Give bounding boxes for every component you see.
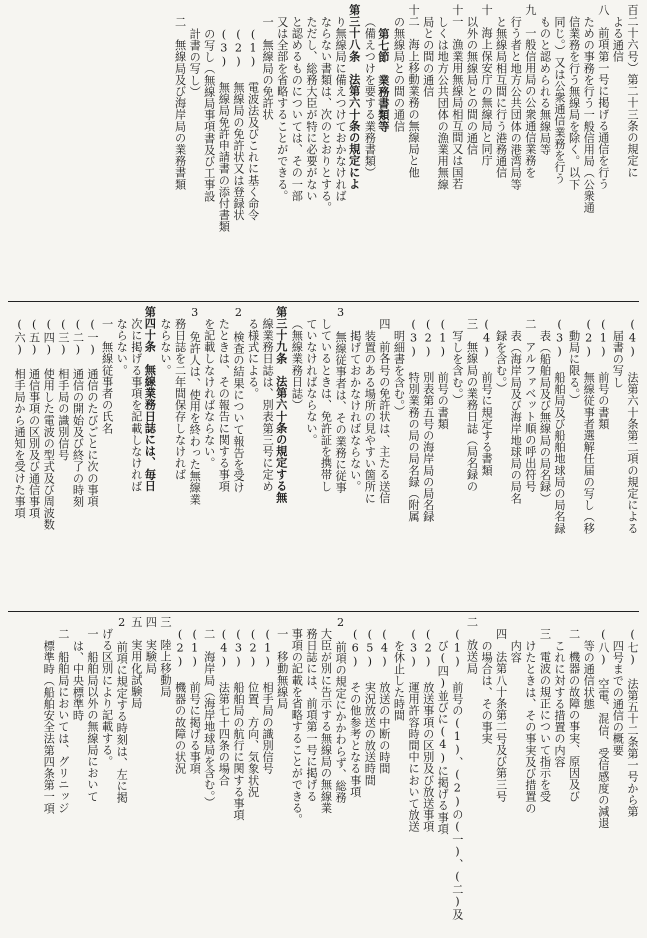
text-column: 三 無線局の業務日誌（局名録の bbox=[465, 318, 479, 492]
text-column: 三 電波の規正について指示を受 bbox=[538, 628, 552, 802]
text-column: (1) 相手局の識別信号 bbox=[261, 628, 275, 775]
text-column: (3) 運用許容時間中において放送 bbox=[407, 628, 421, 833]
text-column: 二 機器の故障の事実、原因及び bbox=[567, 628, 581, 802]
text-column: (2) 無線局の免許状又は登録状 bbox=[231, 28, 245, 221]
text-column: 務日誌を二年間保存しなければ bbox=[173, 318, 187, 481]
text-column: 2 前項の規定にかかわらず、総務 bbox=[334, 616, 348, 804]
text-column: (4) 放送の中断の時間 bbox=[377, 628, 391, 775]
text-column: 標準時（船舶安全法第四条第一項 bbox=[42, 640, 56, 814]
text-column: ていなければならない。 bbox=[304, 318, 318, 446]
article-heading-line: 第七節 業務書類等 bbox=[376, 28, 391, 133]
text-column: 次に掲げる事項を記載しなければ bbox=[129, 318, 143, 492]
text-column: 又は全部を省略することができる。 bbox=[275, 16, 289, 202]
text-column: ならない書類は、次のとおりとする。 bbox=[319, 16, 333, 214]
text-column: の場合は、その事実 bbox=[480, 640, 494, 745]
text-column: 以外の無線局との間の通信 bbox=[465, 16, 479, 156]
text-column: (1) 電波法及びこれに基く命令 bbox=[246, 28, 260, 221]
text-column: 信業務を行う無線局を除く。以下 bbox=[567, 16, 581, 190]
text-column: 八 前項第一号に掲げる通信を行う bbox=[596, 4, 610, 190]
text-column: 掲げておかなければならない。 bbox=[348, 330, 362, 493]
text-column: 3 免許人は、使用を終わった無線業 bbox=[188, 306, 202, 505]
text-column: (3) 無線局免許申請書の添付書類 bbox=[217, 28, 231, 233]
text-column: (3) 特別業務の局の局名録（附属 bbox=[407, 318, 421, 523]
text-column: び(四)並びに(4)に掲げる事項 bbox=[436, 640, 450, 835]
text-column: 二 船舶局においては、グリニッジ bbox=[56, 628, 70, 814]
text-column: 写しを含む。） bbox=[450, 330, 464, 406]
text-column: (2) 位置、方向、気象状況 bbox=[246, 628, 260, 798]
text-column: の写し（無線局事項書及び工事設 bbox=[202, 28, 216, 202]
text-column: 四 実験局 bbox=[144, 616, 158, 674]
text-column: 五 実用化試験局 bbox=[129, 616, 143, 709]
text-column: (6) その他参考となる事項 bbox=[348, 628, 362, 798]
text-column: (三) 相手局の識別信号 bbox=[56, 318, 70, 461]
text-column: (2) 別表第五号の海岸局の局名録 bbox=[421, 318, 435, 523]
text-column: と無線局相互間に行う港務通信 bbox=[494, 16, 508, 179]
text-column: ための事務を行う一般信用局（公衆通 bbox=[582, 16, 596, 214]
text-column: (八) 空電、混信、受信感度の減退 bbox=[596, 628, 610, 829]
text-column: は、中央標準時 bbox=[71, 640, 85, 722]
text-column: 一 移動無線局 bbox=[275, 628, 289, 710]
text-column: ならない。 bbox=[159, 318, 172, 376]
text-column: 行う者と地方公共団体の港湾局等 bbox=[509, 16, 523, 190]
text-column: (四) 使用した電波の型式及び周波数 bbox=[42, 318, 56, 531]
text-column: 十 海上保安庁の無線局と同庁 bbox=[480, 4, 494, 167]
text-column: を休止した時間 bbox=[392, 640, 406, 722]
text-column: (3) 船舶局及び船舶地球局の局名録 bbox=[553, 318, 567, 534]
text-column: 明細書を含む。） bbox=[392, 330, 406, 418]
text-column: 九 一般信用局の公衆通信業務を bbox=[523, 4, 537, 178]
text-column: げる区別により記載する。 bbox=[100, 628, 114, 768]
text-column: 装置のある場所の見やすい箇所に bbox=[363, 330, 377, 504]
text-column: 三 陸上移動局 bbox=[159, 616, 172, 698]
text-column: (4) 前号に規定する書類 bbox=[480, 318, 494, 476]
text-column: 一 無線局の免許状 bbox=[261, 16, 275, 121]
text-column: 届書の写し bbox=[611, 330, 625, 388]
text-column: （備えつけを要する業務書類） bbox=[363, 16, 377, 179]
text-column: 動局に限る。） bbox=[567, 330, 581, 406]
text-column: 十二 海上移動業務の無線局と他 bbox=[407, 4, 421, 178]
text-column: 二 海岸局（海岸地球局を含む。） bbox=[202, 628, 216, 808]
text-column: ものと認められる無線局等 bbox=[538, 16, 552, 156]
text-column: 計書の写し） bbox=[188, 28, 202, 98]
text-column: 二 放送局 bbox=[465, 616, 479, 674]
text-column: 3 無線従事者は、その業務に従事 bbox=[334, 306, 348, 494]
text-column: しくは地方公共団体の漁業用無線 bbox=[436, 16, 450, 190]
text-column: 同じ。）又は公衆通信業務を行う bbox=[553, 16, 567, 185]
text-column: 2 前項に規定する時刻は、左に掲 bbox=[115, 616, 129, 804]
text-column: これに対する措置の内容 bbox=[553, 640, 567, 768]
text-column: (一) 通信のたびごとに次の事項 bbox=[86, 318, 100, 508]
text-column: (2) 機器の故障の状況 bbox=[173, 628, 187, 775]
text-column: 十一 漁業用無線局相互間又は国若 bbox=[450, 4, 464, 190]
text-column: (4) 法第七十四条の場合 bbox=[217, 628, 231, 786]
text-column: よる通信 bbox=[611, 16, 625, 63]
text-column: 大臣が別に告示する無線局の無線業 bbox=[319, 628, 333, 814]
middle-tier bbox=[8, 306, 639, 612]
text-column: (二) 通信の開始及び終了の時刻 bbox=[71, 318, 85, 508]
article-heading-line: 第四十条 無線業務日誌には、毎日 bbox=[143, 306, 158, 492]
article-heading-line: 第三十九条 法第六十条の規定する無 bbox=[274, 306, 289, 504]
upper-tier bbox=[8, 4, 639, 302]
text-column: を記載しなければならない。 bbox=[202, 318, 216, 469]
text-column: (1) 前号の書類 bbox=[596, 318, 610, 430]
text-column: 四号までの通信の概要 bbox=[611, 640, 625, 756]
text-column: ただし、総務大臣が特に必要がない bbox=[304, 16, 318, 202]
text-column: (4) 法第六十条第二項の規定による bbox=[626, 318, 639, 534]
text-column: （無線業務日誌） bbox=[290, 318, 304, 411]
text-column: (2) 無線従事者選解任届の写し（移 bbox=[582, 318, 596, 534]
text-column: ならない。 bbox=[115, 318, 129, 376]
text-column: 二 無線局及び海岸局の業務書類 bbox=[173, 16, 187, 190]
text-column: 一 無線従事者の氏名 bbox=[100, 318, 114, 434]
text-column: 表（船舶局及び無線局の局名録） bbox=[538, 330, 552, 504]
text-column: (3) 船舶局の航行に関する事項 bbox=[231, 628, 245, 821]
text-column: 百二十六号）第二十三条の規定に bbox=[626, 4, 639, 178]
text-column: (五) 通信事項の区別及び通信事項 bbox=[27, 318, 41, 519]
text-column: (1) 前号の(1)、(2)の(一)、(二)及 bbox=[450, 628, 464, 920]
text-column: しているときは、免許証を携帯し bbox=[319, 318, 333, 492]
text-column: 線業務日誌は、別表第三号に定め bbox=[261, 318, 275, 492]
text-column: る様式による。 bbox=[246, 318, 260, 400]
article-heading-line: 第三十八条 法第六十条の規定によ bbox=[347, 4, 362, 190]
text-column: 2 検査の結果について報告を受け bbox=[231, 306, 245, 494]
text-column: (5) 実況放送の放送時間 bbox=[363, 628, 377, 786]
text-column: 二 アルファベット順の呼出符号 bbox=[523, 318, 537, 492]
text-column: 務日誌には、前項第一号に掲げる bbox=[304, 628, 318, 802]
text-column: 四 前各号の免許状は、主たる送信 bbox=[377, 318, 391, 504]
text-column: の無線局との間の通信 bbox=[392, 16, 406, 132]
text-column: 一 船舶局以外の無線局において bbox=[86, 628, 100, 802]
text-column: (1) 前号に掲げる事項 bbox=[188, 628, 202, 775]
text-column: (2) 放送事項の区別及び放送事項 bbox=[421, 628, 435, 833]
text-column: 四 法第八十条第二号及び第三号 bbox=[494, 628, 508, 802]
text-column: (1) 前号の書類 bbox=[436, 318, 450, 430]
text-column: 事項の記載を省略することができる。 bbox=[290, 628, 304, 826]
text-column: (六) 相手局から通知を受けた事項 bbox=[13, 318, 27, 519]
text-column: たときは、その報告に関する事項 bbox=[217, 318, 231, 492]
text-column: 録を含む。） bbox=[494, 330, 508, 394]
text-column: 表（海岸局及び海岸地球局の局名 bbox=[509, 330, 523, 504]
text-column: (七) 法第五十二条第一号から第 bbox=[626, 628, 639, 818]
lower-tier bbox=[8, 616, 639, 934]
text-column: り無線局に備えつけておかなければ bbox=[334, 16, 348, 202]
text-column: 等の通信状態 bbox=[582, 640, 596, 710]
text-column: 内容 bbox=[509, 640, 523, 664]
text-column: けたときは、その事実及び措置の bbox=[523, 640, 537, 814]
text-column: と認めるものについては、その一部 bbox=[290, 16, 304, 202]
text-column: 局との間の通信 bbox=[421, 16, 435, 98]
